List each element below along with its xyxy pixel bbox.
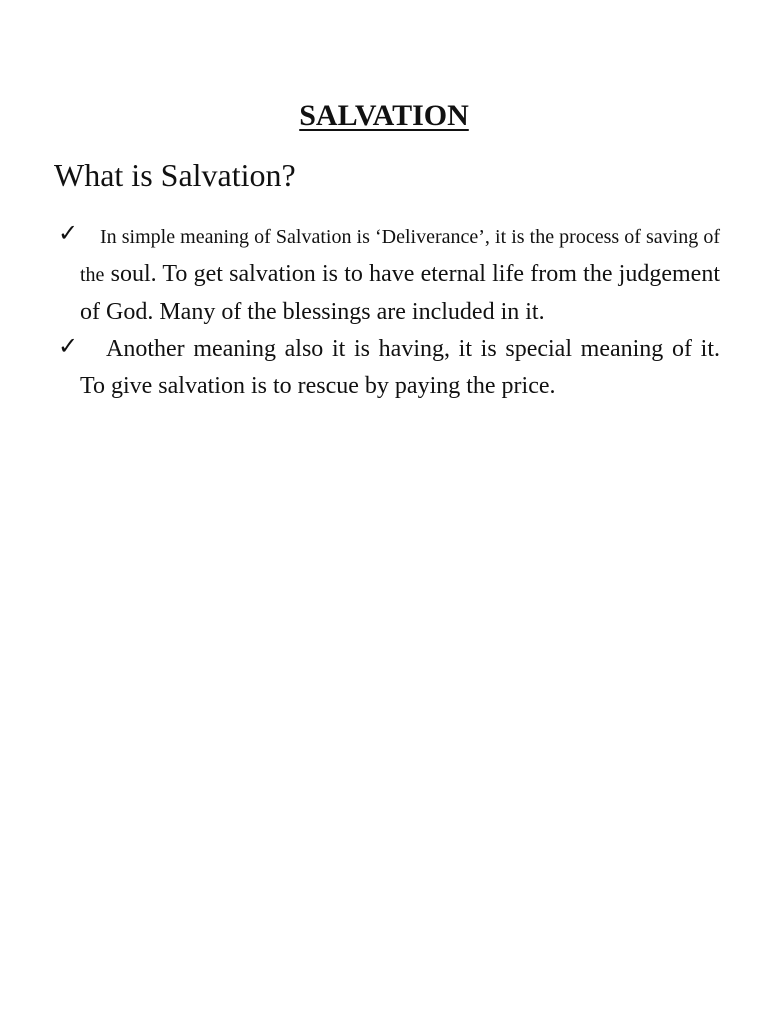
list-item-text-small: In simple meaning of Salvation is ‘Deliverance’, it is the process of saving of the — [80, 226, 720, 286]
list-item — [56, 331, 720, 405]
list-item-text: Another meaning also it is having, it is special meaning of it. To give salvation is to rescue by paying the price. — [80, 336, 720, 399]
page-title: SALVATION — [299, 99, 469, 132]
checkmark-icon: ✓ — [58, 219, 79, 247]
bullet-list — [56, 218, 720, 405]
list-item — [56, 218, 720, 331]
checkmark-icon: ✓ — [58, 332, 79, 360]
list-item-text: soul. To get salvation is to have eternal life from the judgement of God. Many of the blessings are included in it. — [80, 261, 720, 325]
section-heading: What is Salvation? — [54, 157, 296, 193]
